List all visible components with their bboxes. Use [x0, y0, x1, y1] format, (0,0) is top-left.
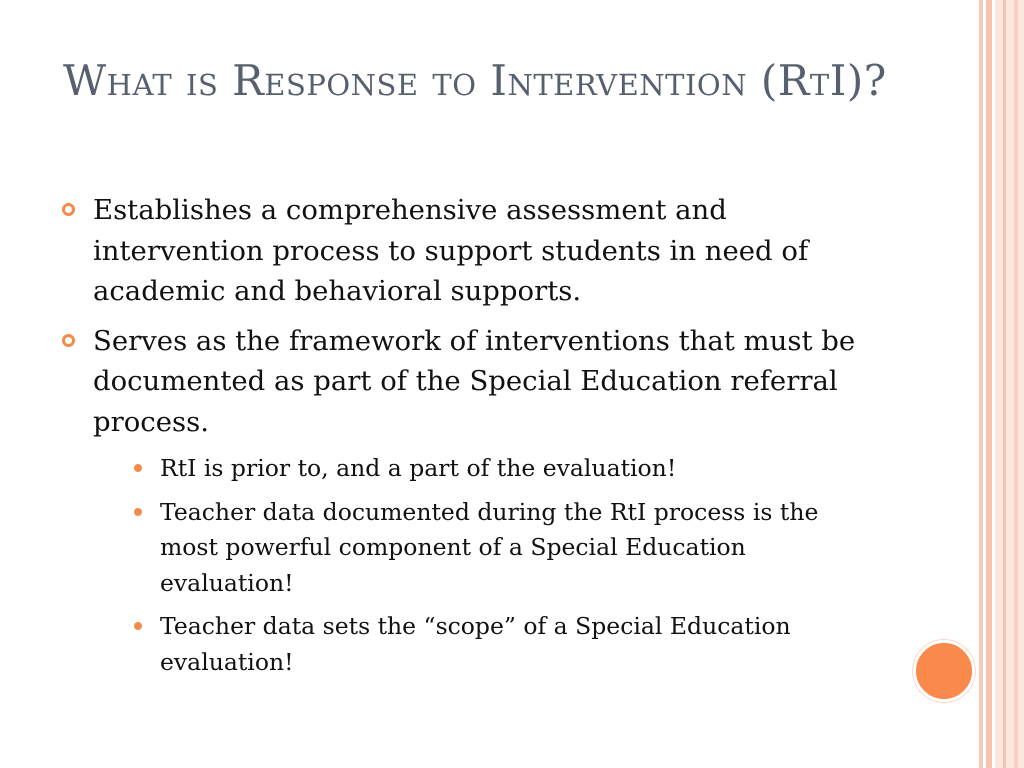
sub-bullet-item	[134, 451, 860, 487]
sub-bullet-icon	[134, 508, 142, 516]
sub-bullet-text: Teacher data sets the “scope” of a Special Education evaluation!	[160, 612, 791, 676]
sub-bullet-text: Teacher data documented during the RtI process is the most powerful component of a Special Education evaluation!	[160, 497, 819, 597]
bullet-icon	[62, 334, 75, 347]
bullet-item	[62, 190, 882, 312]
sub-bullet-icon	[134, 622, 142, 630]
slide-title: What is Response to Intervention (RtI)?	[63, 56, 887, 105]
sub-bullet-item	[134, 495, 860, 602]
decorative-stripe	[995, 0, 1024, 768]
sub-bullet-icon	[134, 464, 142, 472]
bullet-text: Serves as the framework of interventions that must be documented as part of the Special Education referral process.	[93, 324, 856, 438]
decorative-stripe	[1014, 0, 1018, 768]
sub-bullet-item	[134, 609, 860, 680]
decorative-stripe	[1003, 0, 1006, 768]
bullet-icon	[62, 203, 75, 216]
sub-bullet-text: RtI is prior to, and a part of the evaluation!	[160, 454, 677, 482]
bullet-item	[62, 321, 882, 443]
decorative-stripe	[979, 0, 983, 768]
slide-body	[62, 190, 882, 688]
bullet-text: Establishes a comprehensive assessment and intervention process to support students in need of academic and behavioral supports.	[93, 194, 809, 307]
decorative-stripe	[986, 0, 992, 768]
decorative-circle	[913, 640, 975, 702]
